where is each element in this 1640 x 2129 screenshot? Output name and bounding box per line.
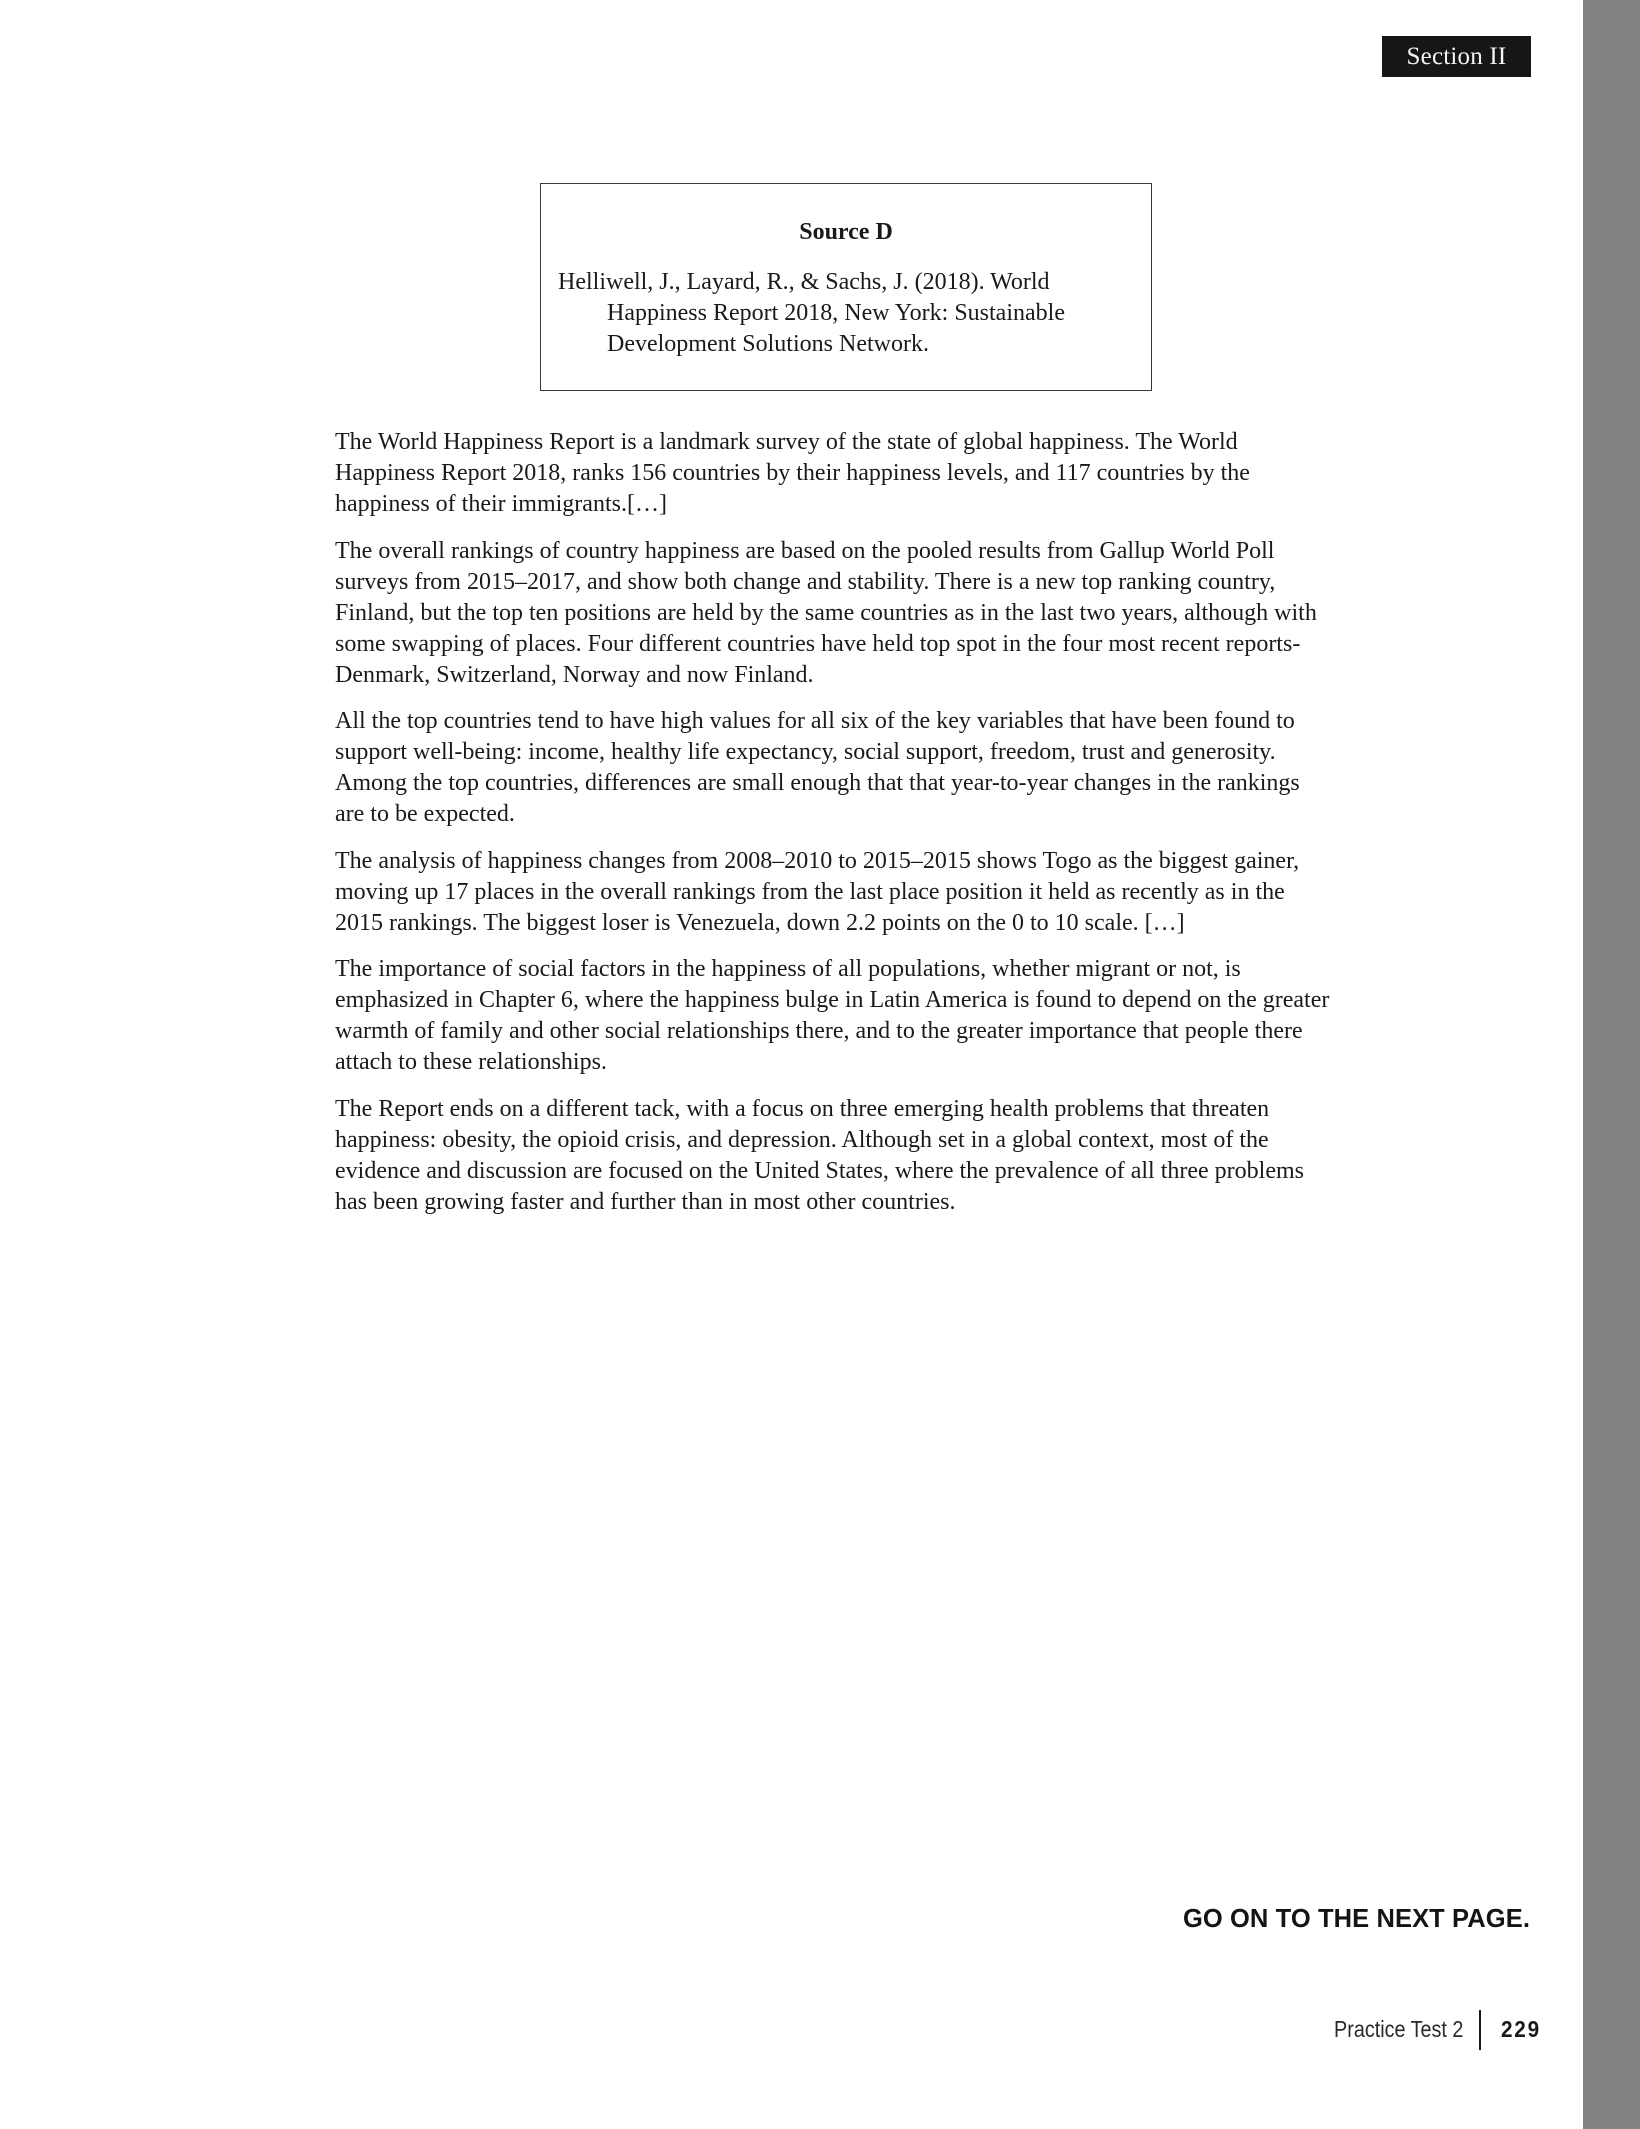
- section-label: Section II: [1382, 36, 1531, 77]
- paragraph-4: [335, 846, 1415, 939]
- text-line: evidence and discussion are focused on the United States, where the prevalence of all three problems: [335, 1157, 1304, 1184]
- source-title: Source D: [799, 219, 893, 245]
- next-page-notice: GO ON TO THE NEXT PAGE.: [1182, 1905, 1530, 1933]
- paragraph-1: [335, 427, 1415, 520]
- page-edge-sidebar: [1583, 0, 1640, 2129]
- text-line: happiness: obesity, the opioid crisis, and depression. Although set in a global context, most of the: [335, 1126, 1269, 1153]
- text-line: The World Happiness Report is a landmark survey of the state of global happiness. The World: [335, 429, 1238, 455]
- paragraph-3: [335, 706, 1415, 830]
- text-line: The overall rankings of country happiness are based on the pooled results from Gallup World Poll: [335, 537, 1275, 564]
- citation: [558, 267, 1065, 360]
- source-citation-box: [540, 183, 1152, 391]
- article-body: [335, 427, 1415, 1233]
- citation-line: Helliwell, J., Layard, R., & Sachs, J. (2018). World: [558, 269, 1050, 295]
- text-line: Happiness Report 2018, ranks 156 countries by their happiness levels, and 117 countries by the: [335, 460, 1250, 486]
- citation-line: Happiness Report 2018, New York: Sustainable: [607, 300, 1065, 326]
- footer-divider: [1479, 2010, 1481, 2050]
- text-line: warmth of family and other social relationships there, and to the greater importance that people there: [335, 1018, 1303, 1044]
- text-line: The analysis of happiness changes from 2008–2010 to 2015–2015 shows Togo as the biggest gainer,: [335, 847, 1300, 874]
- text-line: The importance of social factors in the happiness of all populations, whether migrant or not, is: [335, 956, 1241, 982]
- text-line: support well-being: income, healthy life expectancy, social support, freedom, trust and generosity.: [335, 739, 1276, 765]
- text-line: attach to these relationships.: [335, 1049, 607, 1075]
- paragraph-6: [335, 1094, 1415, 1218]
- text-line: some swapping of places. Four different countries have held top spot in the four most recent reports-: [335, 630, 1301, 657]
- paragraph-2: [335, 536, 1415, 691]
- text-line: emphasized in Chapter 6, where the happiness bulge in Latin America is found to depend on the greater: [335, 987, 1330, 1013]
- text-line: 2015 rankings. The biggest loser is Venezuela, down 2.2 points on the 0 to 10 scale. […]: [335, 909, 1185, 936]
- text-line: are to be expected.: [335, 801, 515, 827]
- text-line: surveys from 2015–2017, and show both change and stability. There is a new top ranking country,: [335, 568, 1276, 595]
- text-line: happiness of their immigrants.[…]: [335, 491, 667, 517]
- citation-line: Development Solutions Network.: [607, 331, 929, 357]
- text-line: The Report ends on a different tack, with a focus on three emerging health problems that threaten: [335, 1095, 1270, 1122]
- text-line: Denmark, Switzerland, Norway and now Finland.: [335, 661, 814, 688]
- page-number: 229: [1501, 2016, 1541, 2042]
- footer-test-label: Practice Test 2: [1333, 2016, 1463, 2042]
- page-footer: [1300, 2008, 1543, 2052]
- text-line: Finland, but the top ten positions are held by the same countries as in the last two years, although with: [335, 599, 1317, 626]
- text-line: Among the top countries, differences are small enough that that year-to-year changes in the rankings: [335, 770, 1300, 796]
- text-line: has been growing faster and further than in most other countries.: [335, 1188, 956, 1215]
- paragraph-5: [335, 954, 1415, 1078]
- text-line: moving up 17 places in the overall rankings from the last place position it held as recently as in the: [335, 878, 1285, 905]
- text-line: All the top countries tend to have high values for all six of the key variables that have been found to: [335, 708, 1295, 734]
